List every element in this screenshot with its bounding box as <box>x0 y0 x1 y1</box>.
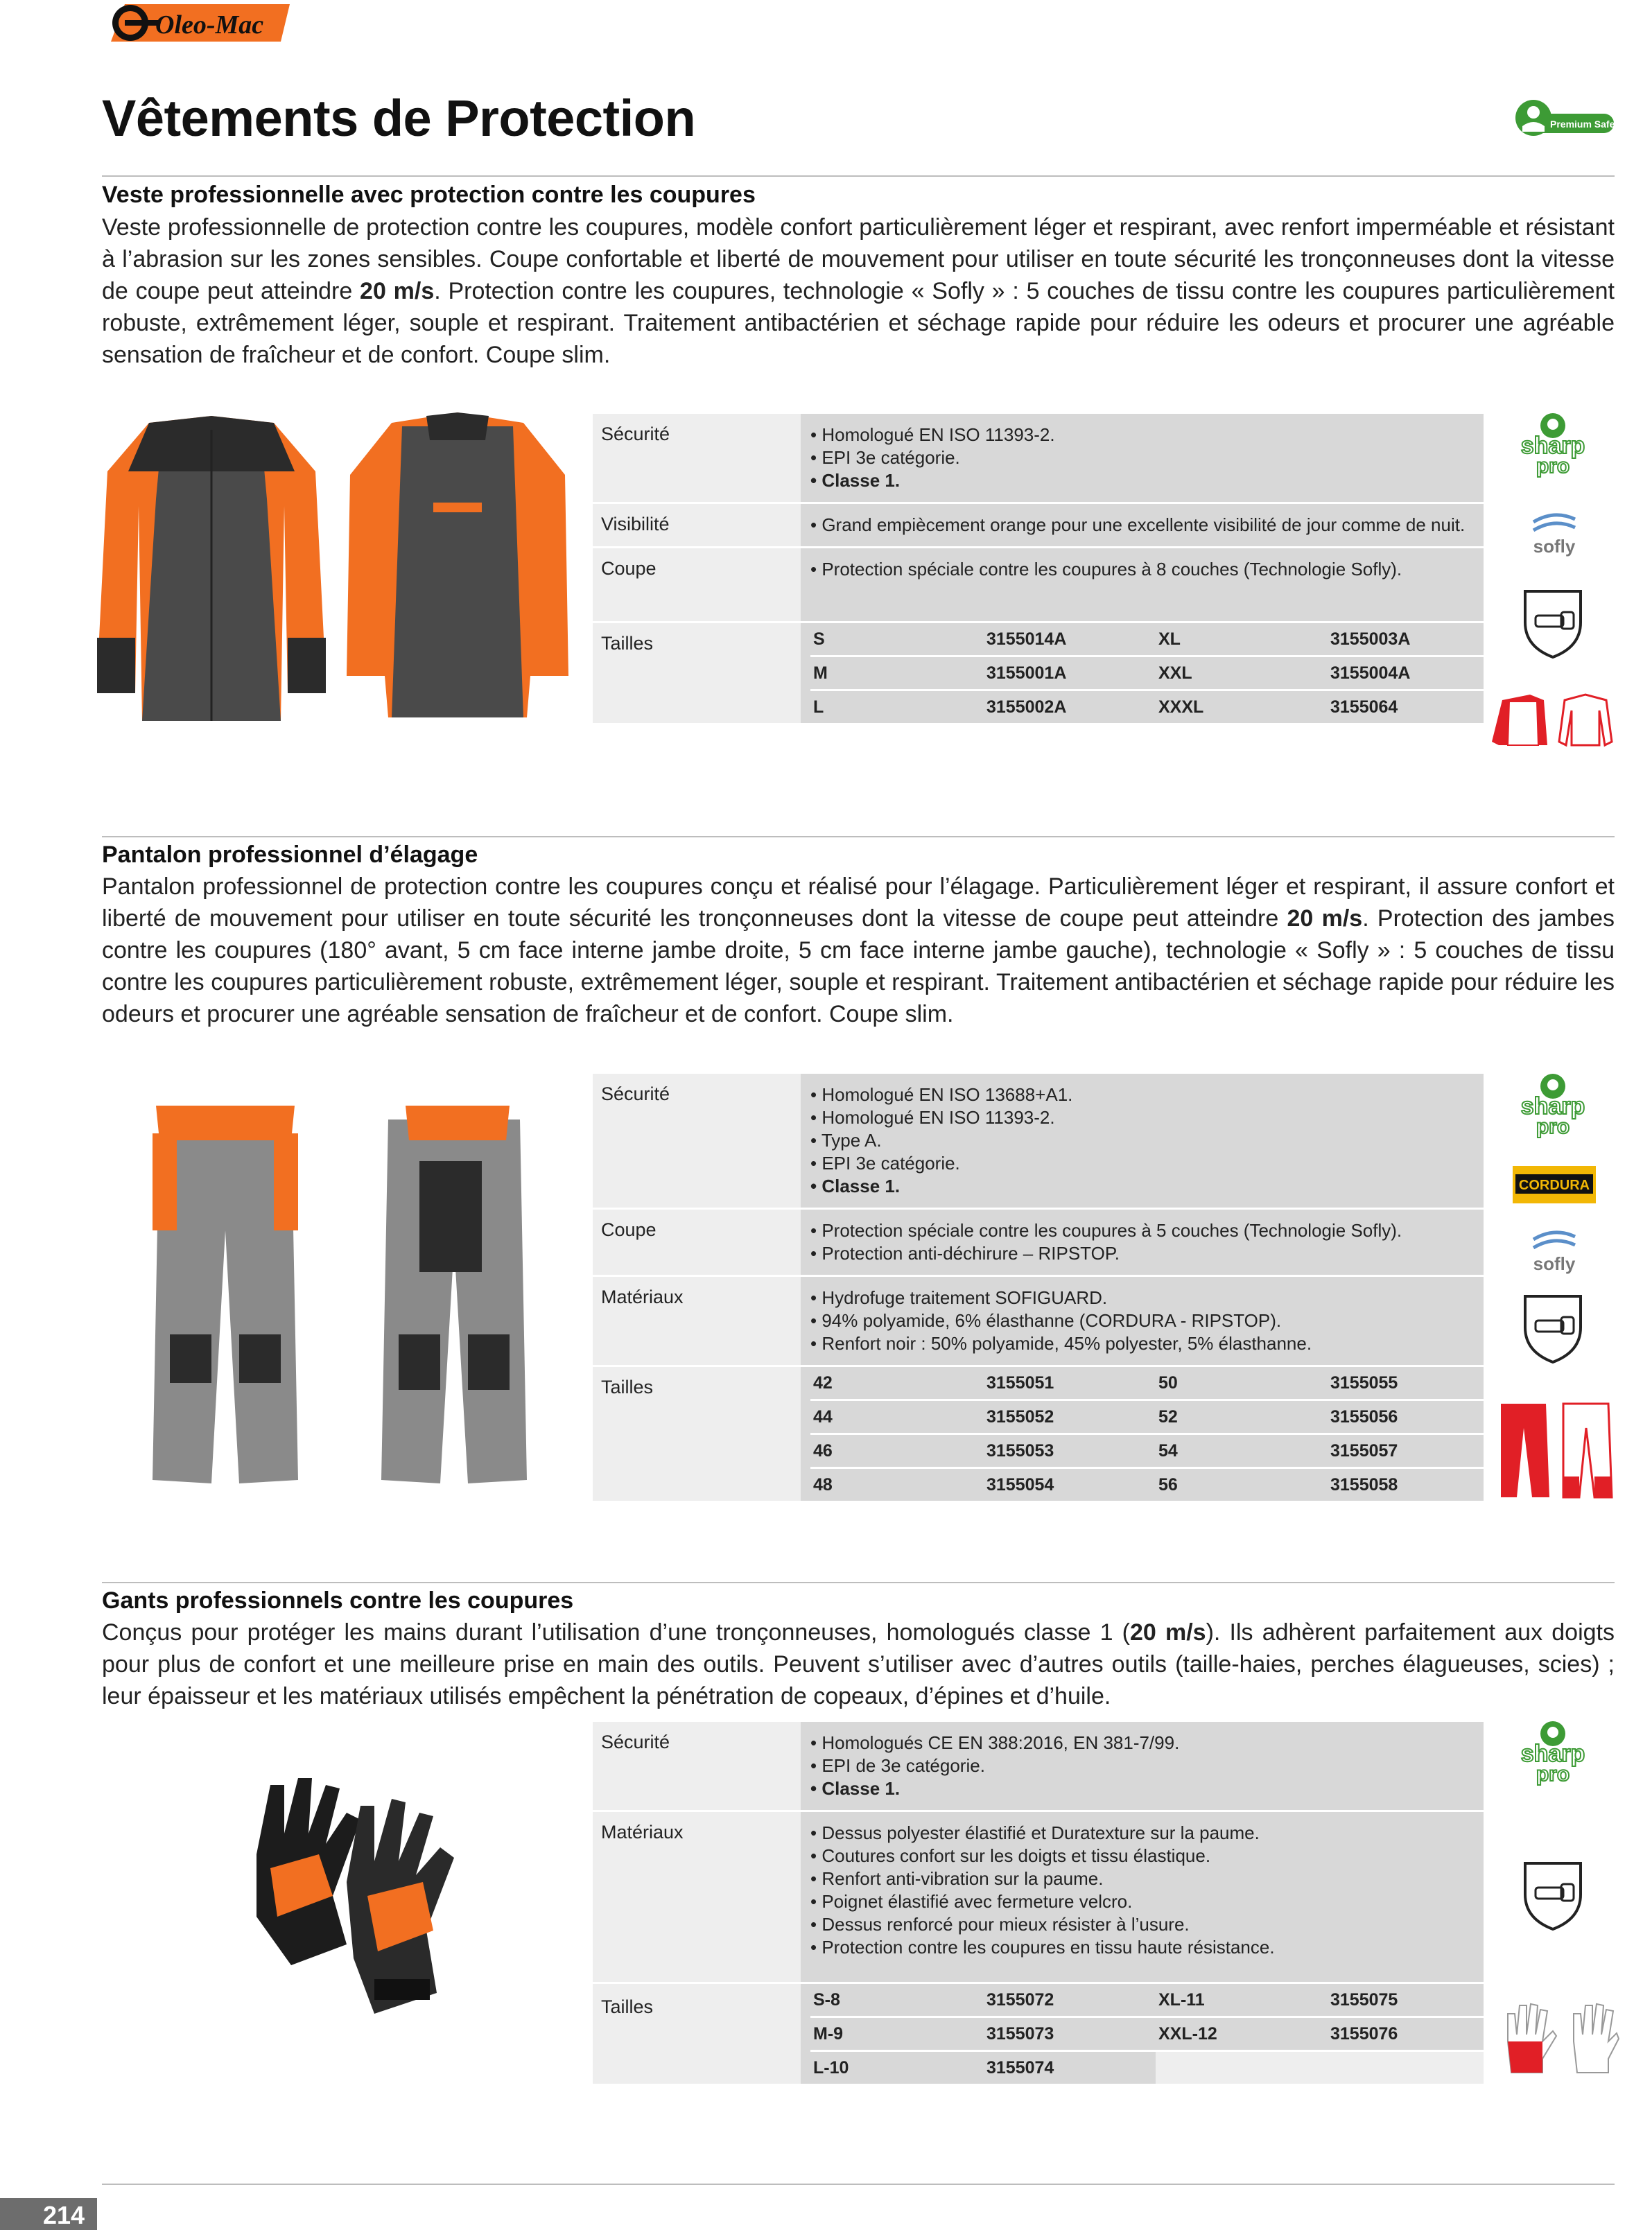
premium-safety-badge <box>1511 97 1624 140</box>
spec-label: Tailles <box>593 1984 801 2084</box>
spec-item: • 94% polyamide, 6% élasthanne (CORDURA - RIPSTOP). <box>810 1309 1474 1332</box>
svg-text:pro: pro <box>1536 1115 1570 1138</box>
size-code: 3155075 <box>1328 1984 1484 2018</box>
size-code: 3155055 <box>1328 1367 1484 1401</box>
size-cell: L-10 <box>813 2058 849 2077</box>
spec-row-coupe <box>593 1210 1484 1277</box>
page-title: Vêtements de Protection <box>102 89 696 147</box>
spec-item: • Hydrofuge traitement SOFIGUARD. <box>810 1287 1474 1309</box>
spec-row-visibilite <box>593 504 1484 548</box>
spec-row-tailles <box>593 623 1484 725</box>
size-cell: XXXL <box>1158 697 1204 717</box>
trousers-size-icon <box>1497 1400 1615 1501</box>
sharp-pro-badge <box>1511 1071 1594 1140</box>
size-cell: M <box>810 657 984 691</box>
svg-text:pro: pro <box>1536 1763 1570 1786</box>
divider <box>102 2184 1615 2185</box>
spec-item: • Classe 1. <box>810 1175 1474 1198</box>
jacket-back-photo <box>343 412 572 738</box>
chainsaw-shield-icon <box>1518 584 1588 661</box>
spec-item: • Homologué EN ISO 11393-2. <box>810 424 1474 446</box>
spec-item: • EPI de 3e catégorie. <box>810 1754 1474 1777</box>
size-code: 3155072 <box>984 1984 1156 2018</box>
gloves-title: Gants professionnels contre les coupures <box>102 1587 574 1614</box>
size-cell: M-9 <box>810 2018 984 2052</box>
spec-label: Tailles <box>593 1367 801 1501</box>
spec-item: • Renfort anti-vibration sur la paume. <box>810 1867 1474 1890</box>
spec-item: • Protection contre les coupures en tissu haute résistance. <box>810 1936 1474 1959</box>
spec-item: • Grand empiècement orange pour une excellente visibilité de jour comme de nuit. <box>810 514 1474 537</box>
size-code: 3155076 <box>1328 2018 1484 2052</box>
spec-row-coupe <box>593 548 1484 623</box>
size-cell: 46 <box>810 1435 984 1469</box>
divider <box>102 1582 1615 1583</box>
size-cell: 42 <box>810 1367 984 1401</box>
spec-label: Matériaux <box>593 1812 801 1982</box>
chainsaw-shield-icon <box>1518 1289 1588 1366</box>
spec-item: • Classe 1. <box>810 469 1474 492</box>
size-cell: 44 <box>810 1401 984 1435</box>
size-cell: 50 <box>1156 1367 1328 1401</box>
gloves-spec-table <box>593 1722 1484 2086</box>
spec-item: • Dessus polyester élastifié et Duratexture sur la paume. <box>810 1822 1474 1845</box>
size-code: 3155053 <box>984 1435 1156 1469</box>
gloves-photo <box>229 1778 485 2021</box>
size-cell: XL-11 <box>1156 1984 1328 2018</box>
jacket-title: Veste professionnelle avec protection contre les coupures <box>102 182 756 208</box>
size-code: 3155003A <box>1328 623 1484 657</box>
size-code: 3155064 <box>1330 697 1398 717</box>
spec-row-tailles <box>593 1984 1484 2086</box>
size-code: 3155058 <box>1330 1475 1398 1495</box>
spec-value <box>801 548 1484 621</box>
spec-label: Visibilité <box>593 504 801 546</box>
spec-item: • Coutures confort sur les doigts et tissu élastique. <box>810 1845 1474 1867</box>
page-number: 214 <box>0 2198 97 2230</box>
jacket-front-photo <box>94 416 329 735</box>
spec-value <box>801 1722 1484 1810</box>
size-code <box>1328 2052 1484 2084</box>
spec-item: • Homologué EN ISO 11393-2. <box>810 1106 1474 1129</box>
spec-item: • Homologué EN ISO 13688+A1. <box>810 1083 1474 1106</box>
svg-text:CORDURA: CORDURA <box>1518 1178 1590 1193</box>
spec-row-securite <box>593 414 1484 504</box>
spec-label: Sécurité <box>593 1074 801 1208</box>
jacket-description: Veste professionnelle de protection contre les coupures, modèle confort particulièrement léger et respirant, avec renfort imperméable et résistant à l’abrasion sur les zones sensibles. Coupe confortable et liberté de mouvement pour utiliser en toute sécurité les tronçonneuses dont la vitesse de coupe peut atteindre 20 m/s. Protection contre les coupures, technologie « Sofly » : 5 couches de tissu contre les coupures particulièrement robuste, extrêmement léger, souple et respirant. Traitement antibactérien et séchage rapide pour réduire les odeurs et procurer une agréable sensation de fraîcheur et de confort. Coupe slim. <box>102 214 1615 368</box>
size-cell: 54 <box>1156 1435 1328 1469</box>
size-cell: XXL <box>1156 657 1328 691</box>
svg-text:sharp: sharp <box>1520 1741 1585 1767</box>
gloves-description: Conçus pour protéger les mains durant l’utilisation d’une tronçonneuses, homologués classe 1 (20 m/s). Ils adhèrent parfaitement aux doigts pour plus de confort et une meilleure prise en main des outils. Peuvent s’utiliser avec d’autres outils (taille-haies, perches élagueuses, scies) ; leur épaisseur et les matériaux utilisés empêchent la pénétration de copeaux, d’épines et d’huile. <box>102 1619 1615 1709</box>
jacket-spec-table <box>593 414 1484 725</box>
spec-item: • Homologués CE EN 388:2016, EN 381-7/99. <box>810 1732 1474 1754</box>
spec-item: • Protection spéciale contre les coupures à 5 couches (Technologie Sofly). <box>810 1219 1474 1242</box>
size-grid <box>810 623 1484 723</box>
size-code: 3155056 <box>1328 1401 1484 1435</box>
spec-row-materiaux <box>593 1812 1484 1984</box>
size-grid <box>810 1984 1484 2084</box>
oleo-mac-logo <box>104 0 291 44</box>
jacket-size-icon <box>1488 693 1613 749</box>
sofly-badge <box>1520 509 1589 561</box>
spec-item: • EPI 3e catégorie. <box>810 446 1474 469</box>
size-code: 3155014A <box>984 623 1156 657</box>
spec-value <box>801 504 1484 546</box>
trousers-back-photo <box>378 1106 530 1494</box>
spec-label: Coupe <box>593 548 801 621</box>
spec-label: Tailles <box>593 623 801 723</box>
trousers-title: Pantalon professionnel d’élagage <box>102 842 478 868</box>
spec-label: Matériaux <box>593 1277 801 1365</box>
svg-text:sofly: sofly <box>1533 536 1576 557</box>
size-cell: 48 <box>813 1475 833 1495</box>
spec-value <box>801 1812 1484 1982</box>
size-code: 3155051 <box>984 1367 1156 1401</box>
spec-label: Sécurité <box>593 1722 801 1810</box>
size-cell: 52 <box>1156 1401 1328 1435</box>
spec-item: • Renfort noir : 50% polyamide, 45% polyester, 5% élasthanne. <box>810 1332 1474 1355</box>
divider <box>102 175 1615 177</box>
divider <box>102 836 1615 837</box>
svg-text:Oleo-Mac: Oleo-Mac <box>155 10 264 40</box>
spec-item: • Poignet élastifié avec fermeture velcro. <box>810 1890 1474 1913</box>
size-code: 3155004A <box>1328 657 1484 691</box>
spec-value <box>801 1984 1484 2084</box>
spec-item: • Protection spéciale contre les coupures à 8 couches (Technologie Sofly). <box>810 558 1474 581</box>
svg-text:sharp: sharp <box>1520 1093 1585 1120</box>
spec-item: • Classe 1. <box>810 1777 1474 1800</box>
trousers-spec-table <box>593 1074 1484 1503</box>
spec-item: • Type A. <box>810 1129 1474 1152</box>
size-cell: XXL-12 <box>1156 2018 1328 2052</box>
size-cell: 56 <box>1158 1475 1178 1495</box>
spec-row-securite <box>593 1722 1484 1812</box>
trousers-description: Pantalon professionnel de protection contre les coupures conçu et réalisé pour l’élagage. Particulièrement léger et respirant, il assure confort et liberté de mouvement pour utiliser en toute sécurité les tronçonneuses dont la vitesse de coupe peut atteindre 20 m/s. Protection des jambes contre les coupures (180° avant, 5 cm face interne jambe droite, 5 cm face interne jambe gauche), technologie « Sofly » : 5 couches de tissu contre les coupures particulièrement robuste, extrêmement léger, souple et respirant. Traitement antibactérien et séchage rapide pour réduire les odeurs et procurer une agréable sensation de fraîcheur et de confort. Coupe slim. <box>102 873 1615 1027</box>
spec-item: • Protection anti-déchirure – RIPSTOP. <box>810 1242 1474 1265</box>
spec-item: • Dessus renforcé pour mieux résister à l’usure. <box>810 1913 1474 1936</box>
spec-value <box>801 1210 1484 1275</box>
spec-item: • EPI 3e catégorie. <box>810 1152 1474 1175</box>
size-code: 3155074 <box>986 2058 1054 2077</box>
size-code: 3155057 <box>1328 1435 1484 1469</box>
trousers-front-photo <box>149 1106 302 1494</box>
premium-safety-label: Premium Safety <box>1550 119 1624 130</box>
spec-value <box>801 1074 1484 1208</box>
cordura-badge <box>1513 1166 1596 1203</box>
spec-label: Sécurité <box>593 414 801 502</box>
sharp-pro-badge <box>1511 1718 1594 1788</box>
size-cell: S-8 <box>810 1984 984 2018</box>
sharp-pro-badge <box>1511 410 1594 480</box>
svg-text:sharp: sharp <box>1520 433 1585 459</box>
spec-value <box>801 623 1484 723</box>
size-code: 3155052 <box>984 1401 1156 1435</box>
spec-row-materiaux <box>593 1277 1484 1367</box>
spec-value <box>801 1367 1484 1501</box>
spec-value <box>801 1277 1484 1365</box>
size-code: 3155002A <box>986 697 1067 717</box>
size-grid <box>810 1367 1484 1501</box>
chainsaw-shield-icon <box>1518 1856 1588 1933</box>
svg-text:pro: pro <box>1536 455 1570 478</box>
size-cell: L <box>813 697 824 717</box>
svg-text:sofly: sofly <box>1533 1253 1576 1274</box>
spec-value <box>801 414 1484 502</box>
spec-label: Coupe <box>593 1210 801 1275</box>
gloves-size-icon <box>1497 2000 1619 2076</box>
sofly-badge <box>1520 1227 1589 1279</box>
spec-row-securite <box>593 1074 1484 1210</box>
size-code: 3155054 <box>986 1475 1054 1495</box>
size-cell <box>1156 2052 1328 2084</box>
size-cell: S <box>810 623 984 657</box>
size-cell: XL <box>1156 623 1328 657</box>
spec-row-tailles <box>593 1367 1484 1503</box>
size-code: 3155073 <box>984 2018 1156 2052</box>
size-code: 3155001A <box>984 657 1156 691</box>
